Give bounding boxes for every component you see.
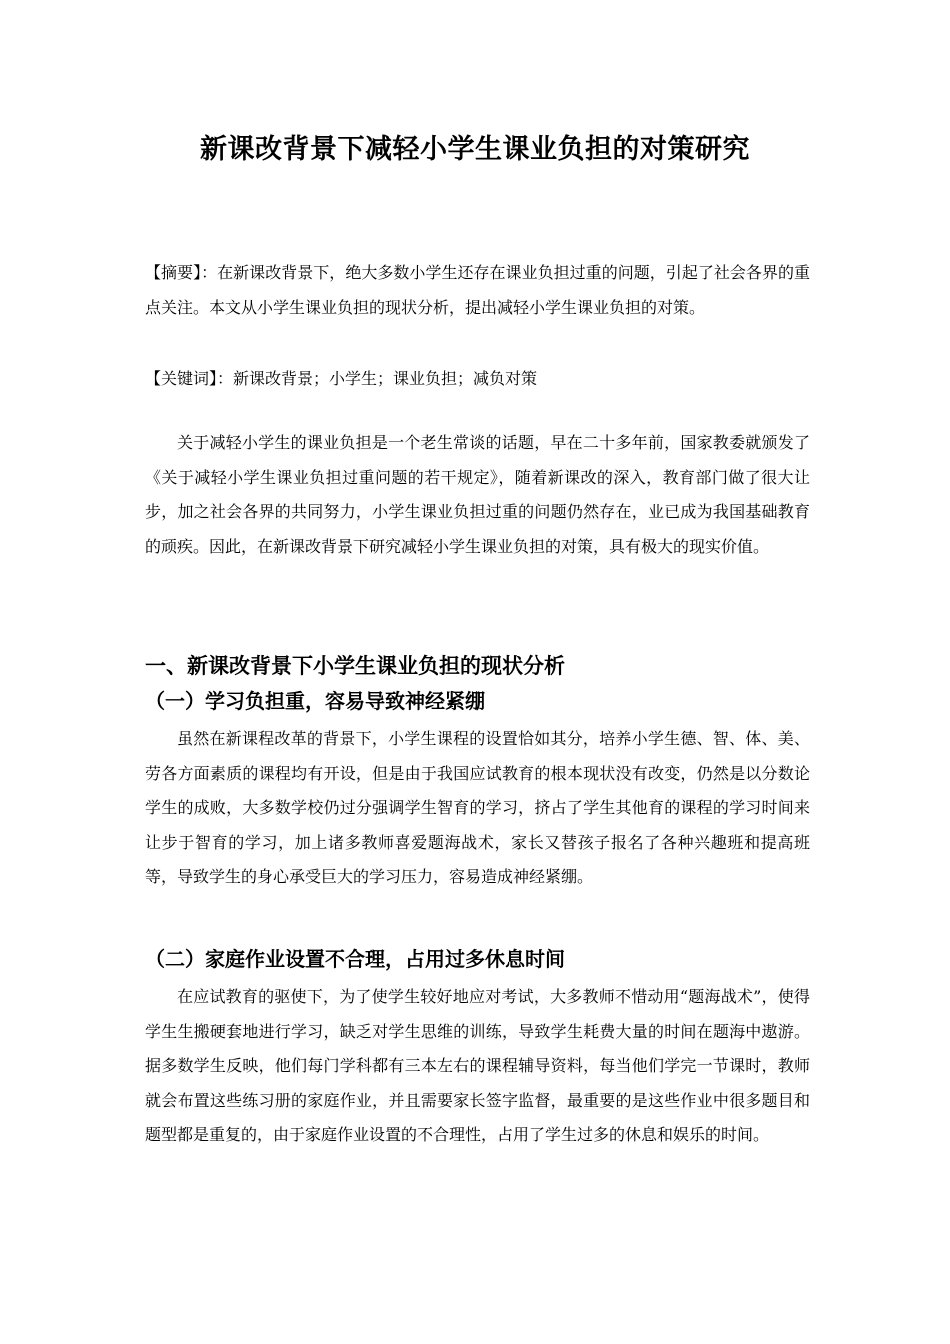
subsection-paragraph-1: 虽然在新课程改革的背景下，小学生课程的设置恰如其分，培养小学生德、智、体、美、劳各方面素质的课程均有开设，但是由于我国应试教育的根本现状没有改变，仍然是以分数论学生的成败，大多数学校仍过分强调学生智育的学习，挤占了学生其他育的课程的学习时间来让步于智育的学习，加上诸多教师喜爱题海战术，家长又替孩子报名了各种兴趣班和提高班等，导致学生的身心承受巨大的学习压力，容易造成神经紧绷。 (145, 729, 810, 886)
abstract-block (145, 256, 810, 325)
keywords-text: ：新课改背景；小学生；课业负担；减负对策 (217, 369, 538, 388)
section-heading: 一、新课改背景下小学生课业负担的现状分析 (145, 654, 565, 678)
abstract-label: 【摘要】 (145, 263, 202, 282)
document-title: 新课改背景下减轻小学生课业负担的对策研究 (200, 134, 750, 165)
subsection-heading-1: （一）学习负担重，容易导致神经紧绷 (145, 689, 485, 713)
subsection-heading-2: （二）家庭作业设置不合理，占用过多休息时间 (145, 947, 565, 971)
abstract-text: ：在新课改背景下，绝大多数小学生还存在课业负担过重的问题，引起了社会各界的重点关注。本文从小学生课业负担的现状分析，提出减轻小学生课业负担的对策。 (145, 263, 810, 317)
intro-paragraph: 关于减轻小学生的课业负担是一个老生常谈的话题，早在二十多年前，国家教委就颁发了《关于减轻小学生课业负担过重问题的若干规定》，随着新课改的深入，教育部门做了很大让步，加之社会各界的共同努力，小学生课业负担过重的问题仍然存在，业已成为我国基础教育的顽疾。因此，在新课改背景下研究减轻小学生课业负担的对策，具有极大的现实价值。 (145, 433, 810, 556)
keywords-label: 【关键词】 (145, 369, 218, 388)
subsection-paragraph-2: 在应试教育的驱使下，为了使学生较好地应对考试，大多教师不惜动用“题海战术”，使得学生生搬硬套地进行学习，缺乏对学生思维的训练，导致学生耗费大量的时间在题海中遨游。据多数学生反映，他们每门学科都有三本左右的课程辅导资料，每当他们学完一节课时，教师就会布置这些练习册的家庭作业，并且需要家长签字监督，最重要的是这些作业中很多题目和题型都是重复的，由于家庭作业设置的不合理性，占用了学生过多的休息和娱乐的时间。 (145, 987, 810, 1144)
keywords-block (145, 362, 810, 397)
